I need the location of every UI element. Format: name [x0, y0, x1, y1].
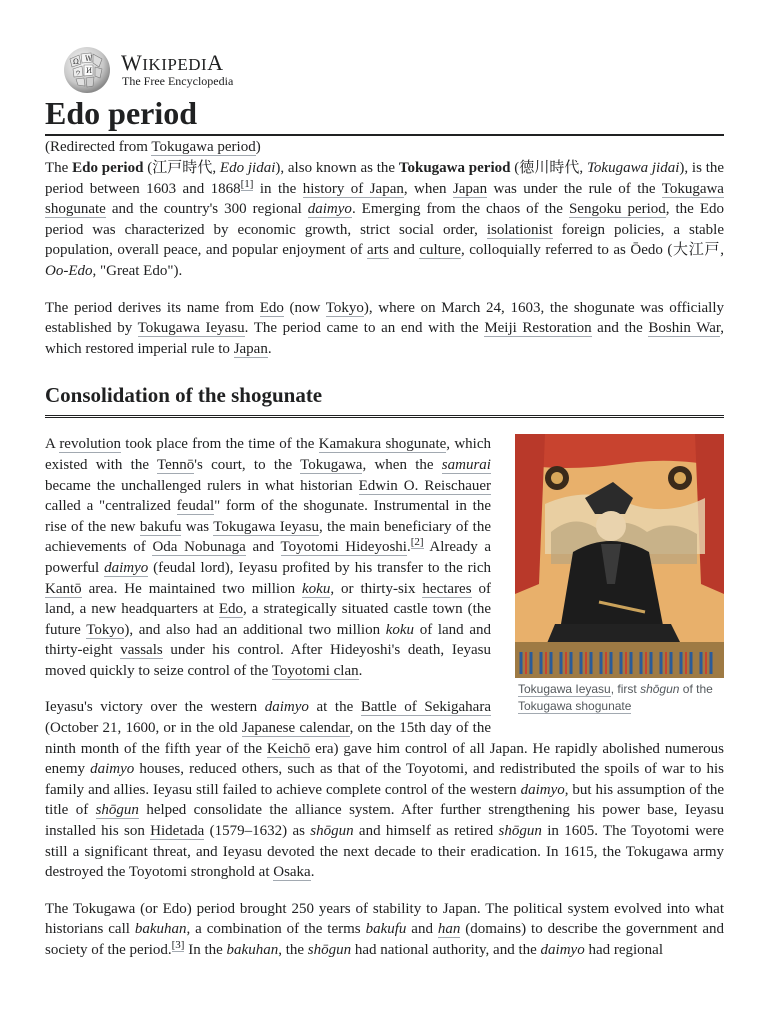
- link-boshin-war[interactable]: Boshin War: [648, 320, 721, 337]
- link-vassals[interactable]: vassals: [120, 642, 163, 659]
- link-toyotomi-hideyoshi[interactable]: Toyotomi Hideyoshi: [280, 539, 407, 556]
- section-heading: Consolidation of the shogunate: [45, 381, 724, 418]
- link-tokyo[interactable]: Tokyo: [325, 299, 364, 316]
- link-battle-of-sekigahara[interactable]: Battle of Sekigahara: [360, 699, 491, 716]
- link-japan[interactable]: Japan: [452, 180, 488, 197]
- link-tokugawa-ieyasu[interactable]: Tokugawa Ieyasu: [137, 320, 245, 337]
- redirect-notice: (Redirected from Tokugawa period): [45, 139, 261, 155]
- svg-text:Ω: Ω: [73, 58, 79, 66]
- link-samurai[interactable]: samurai: [441, 456, 491, 473]
- svg-text:И: И: [86, 67, 93, 75]
- link-edo[interactable]: Edo: [259, 299, 284, 316]
- link-sengoku-period[interactable]: Sengoku period: [568, 201, 666, 218]
- consolidation-paragraph-3: The Tokugawa (or Edo) period brought 250 years of stability to Japan. The political system evolved into what historians call bakuhan, a combination of the terms bakufu and han (domains) to describe the government and society of the period.[3] In the bakuhan, the shōgun had national authority, and the daimyo had regional: [45, 900, 724, 958]
- link-toyotomi-clan[interactable]: Toyotomi clan: [271, 662, 359, 679]
- link-hidetada[interactable]: Hidetada: [150, 823, 205, 840]
- portrait-illustration: [515, 434, 724, 678]
- link-bakufu[interactable]: bakufu: [139, 518, 182, 535]
- caption-link-ieyasu[interactable]: Tokugawa Ieyasu: [518, 682, 611, 697]
- consolidation-paragraph-1: A revolution took place from the time of the Kamakura shogunate, which existed with the Tennō's court, to the Tokugawa, when the samurai became the unchallenged rulers in what historian Edwin O. Reischauer called a "centralized feudal" form of the shogunate. Instrumental in the rise of the new bakufu was Tokugawa Ieyasu, the main beneficiary of the achievements of Oda Nobunaga and Toyotomi Hideyoshi.[2] Already a powerful daimyo (feudal lord), Ieyasu profited by his transfer to the rich Kantō area. He maintained two million koku, or thirty-six hectares of land, a new headquarters at Edo, a strategically situated castle town (the future Tokyo), and also had an additional two million koku of land and thirty-eight vassals under his control. After Hideyoshi's death, Ieyasu moved quickly to seize control of the Toyotomi clan.: [45, 436, 492, 679]
- link-tokugawa[interactable]: Tokugawa: [300, 456, 363, 473]
- link-culture[interactable]: culture: [419, 242, 461, 259]
- svg-text:W: W: [85, 55, 93, 63]
- link-arts[interactable]: arts: [367, 242, 389, 259]
- svg-text:ウ: ウ: [75, 70, 82, 77]
- link-oda-nobunaga[interactable]: Oda Nobunaga: [152, 539, 246, 556]
- link-koku[interactable]: koku: [302, 580, 331, 597]
- intro-paragraph: The Edo period (江戸時代, Edo jidai), also known as the Tokugawa period (徳川時代, Tokugawa jidai), is the period between 1603 and 1868[1] in the history of Japan, when Japan was under the rule of the Tokugawa shogunate and the country's 300 regional daimyo. Emerging from the chaos of the Sengoku period, the Edo period was characterized by economic growth, strict social order, isolationist foreign policies, a stable population, overall peace, and popular enjoyment of arts and culture, colloquially referred to as Ōedo (大江戸, Oo-Edo, "Great Edo").: [45, 160, 725, 279]
- link-daimyo[interactable]: daimyo: [307, 201, 352, 218]
- name-paragraph: The period derives its name from Edo (now Tokyo), where on March 24, 1603, the shogunate was officially established by Tokugawa Ieyasu. The period came to an end with the Meiji Restoration and the Boshin War, which restored imperial rule to Japan.: [45, 299, 724, 357]
- link-hectares[interactable]: hectares: [422, 580, 472, 597]
- link-tokyo[interactable]: Tokyo: [86, 621, 125, 638]
- figure-caption: Tokugawa Ieyasu, first shōgun of the Tokugawa shogunate: [518, 682, 713, 714]
- citation-link[interactable]: [1]: [240, 177, 254, 190]
- caption-link-shogunate[interactable]: Tokugawa shogunate: [518, 699, 632, 714]
- link-revolution[interactable]: revolution: [59, 436, 121, 453]
- link-daimyo[interactable]: daimyo: [104, 559, 149, 576]
- ieyasu-portrait-image[interactable]: [515, 434, 724, 678]
- link-meiji-restoration[interactable]: Meiji Restoration: [484, 320, 592, 337]
- link-keicho[interactable]: Keichō: [266, 740, 311, 757]
- link-history-of-japan[interactable]: history of Japan: [302, 180, 404, 197]
- citation-link[interactable]: [2]: [410, 536, 424, 549]
- citation-link[interactable]: [3]: [171, 939, 185, 951]
- wordmark: WIKIPEDIA: [121, 50, 224, 75]
- link-isolationist[interactable]: isolationist: [486, 221, 553, 238]
- link-kamakura-shogunate[interactable]: Kamakura shogunate: [318, 436, 447, 453]
- portrait-figure: [515, 434, 724, 715]
- redirect-link[interactable]: Tokugawa period: [151, 139, 256, 155]
- link-tokugawa-ieyasu[interactable]: Tokugawa Ieyasu: [213, 518, 319, 535]
- page-title: Edo period: [45, 92, 724, 136]
- link-kanto[interactable]: Kantō: [45, 580, 82, 597]
- link-tenno[interactable]: Tennō: [157, 456, 195, 473]
- link-reischauer[interactable]: Edwin O. Reischauer: [358, 477, 492, 494]
- tagline: The Free Encyclopedia: [122, 74, 234, 88]
- link-japanese-calendar[interactable]: Japanese calendar: [241, 720, 350, 737]
- link-osaka[interactable]: Osaka: [273, 864, 311, 881]
- link-feudal[interactable]: feudal: [176, 498, 215, 515]
- link-edo[interactable]: Edo: [218, 601, 243, 618]
- link-japan[interactable]: Japan: [233, 340, 268, 357]
- article-body: [45, 158, 724, 977]
- consolidation-paragraph-2: Ieyasu's victory over the western daimyo at the Battle of Sekigahara (October 21, 1600, or in the old Japanese calendar, on the 15th day of the ninth month of the fifth year of the Keichō era) gave him control of all Japan. He rapidly abolished numerous enemy daimyo houses, reduced others, such as that of the Toyotomi, and redistributed the spoils of war to his family and allies. Ieyasu still failed to achieve complete control of the western daimyo, but his assumption of the title of shōgun helped consolidate the alliance system. After further strengthening his power base, Ieyasu installed his son Hidetada (1579–1632) as shōgun and himself as retired shōgun in 1605. The Toyotomi were still a significant threat, and Ieyasu devoted the next decade to their eradication. In 1615, the Tokugawa army destroyed the Toyotomi stronghold at Osaka.: [45, 699, 725, 881]
- link-shogun[interactable]: shōgun: [95, 802, 139, 819]
- link-tokugawa-shogunate[interactable]: Tokugawa shogunate: [45, 180, 724, 218]
- globe-icon: [62, 45, 112, 95]
- link-han[interactable]: han: [437, 921, 461, 938]
